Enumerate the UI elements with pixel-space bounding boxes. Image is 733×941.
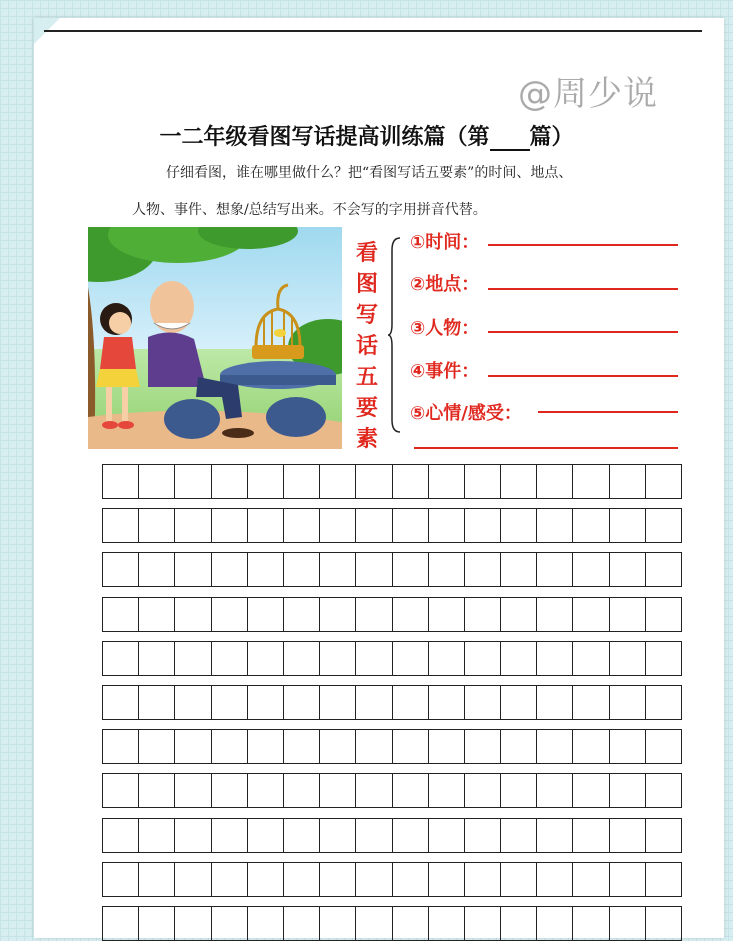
grid-cell[interactable] — [464, 819, 500, 852]
grid-cell[interactable] — [645, 863, 681, 896]
grid-cell[interactable] — [247, 465, 283, 498]
grid-cell[interactable] — [138, 774, 174, 807]
grid-cell[interactable] — [572, 863, 608, 896]
grid-cell[interactable] — [392, 598, 428, 631]
grid-cell[interactable] — [428, 774, 464, 807]
grid-cell[interactable] — [174, 774, 210, 807]
grid-cell[interactable] — [211, 863, 247, 896]
vertical-title-char: 要 — [355, 395, 378, 421]
grid-cell[interactable] — [464, 686, 500, 719]
grid-cell[interactable] — [103, 686, 138, 719]
grid-cell[interactable] — [609, 465, 645, 498]
grid-cell[interactable] — [392, 642, 428, 675]
birdcage-base — [252, 345, 304, 359]
element-item-place: ②地点： — [410, 274, 480, 295]
grid-cell[interactable] — [355, 642, 391, 675]
grid-cell[interactable] — [428, 730, 464, 763]
grid-row — [102, 818, 682, 853]
grid-cell[interactable] — [464, 553, 500, 586]
watermark: @周少说 — [518, 74, 658, 114]
grid-cell[interactable] — [645, 553, 681, 586]
grid-cell[interactable] — [138, 598, 174, 631]
vertical-title-char: 话 — [355, 333, 378, 359]
grid-cell[interactable] — [428, 863, 464, 896]
grid-cell[interactable] — [319, 819, 355, 852]
grid-cell[interactable] — [464, 465, 500, 498]
grid-cell[interactable] — [283, 642, 319, 675]
grid-cell[interactable] — [283, 730, 319, 763]
grid-row — [102, 641, 682, 676]
grid-cell[interactable] — [211, 465, 247, 498]
grid-cell[interactable] — [392, 465, 428, 498]
grid-cell[interactable] — [572, 509, 608, 542]
grid-cell[interactable] — [138, 509, 174, 542]
grid-cell[interactable] — [572, 774, 608, 807]
page-title — [0, 120, 733, 151]
element-item-time: ①时间： — [410, 232, 480, 253]
grid-cell[interactable] — [355, 863, 391, 896]
grid-cell[interactable] — [572, 553, 608, 586]
grid-cell[interactable] — [500, 774, 536, 807]
grid-cell[interactable] — [609, 509, 645, 542]
grid-cell[interactable] — [355, 819, 391, 852]
instruction-line-2: 人物、事件、想象/总结写出来。不会写的字用拼音代替。 — [132, 202, 487, 218]
grid-cell[interactable] — [211, 686, 247, 719]
grid-cell[interactable] — [174, 598, 210, 631]
grid-cell[interactable] — [174, 730, 210, 763]
grid-cell[interactable] — [211, 774, 247, 807]
grid-cell[interactable] — [500, 863, 536, 896]
grid-cell[interactable] — [609, 686, 645, 719]
grid-cell[interactable] — [572, 465, 608, 498]
grid-cell[interactable] — [609, 819, 645, 852]
grid-cell[interactable] — [174, 686, 210, 719]
grid-row — [102, 508, 682, 543]
grid-cell[interactable] — [138, 465, 174, 498]
grid-cell[interactable] — [247, 509, 283, 542]
grid-row — [102, 729, 682, 764]
girl-skirt — [96, 369, 140, 387]
grid-cell[interactable] — [645, 686, 681, 719]
grid-cell[interactable] — [103, 819, 138, 852]
grid-cell[interactable] — [138, 553, 174, 586]
stone-stool — [266, 397, 326, 437]
grid-cell[interactable] — [464, 598, 500, 631]
element-item-people: ③人物： — [410, 318, 480, 339]
grid-cell[interactable] — [211, 509, 247, 542]
grid-cell[interactable] — [536, 642, 572, 675]
grid-cell[interactable] — [500, 509, 536, 542]
grid-cell[interactable] — [138, 730, 174, 763]
grandpa-body — [148, 332, 206, 387]
grid-cell[interactable] — [103, 509, 138, 542]
grid-cell[interactable] — [500, 465, 536, 498]
grid-cell[interactable] — [609, 598, 645, 631]
grid-cell[interactable] — [464, 642, 500, 675]
grid-cell[interactable] — [428, 686, 464, 719]
grid-cell[interactable] — [392, 819, 428, 852]
event-answer-line[interactable] — [488, 375, 678, 377]
grid-cell[interactable] — [319, 774, 355, 807]
grid-cell[interactable] — [138, 863, 174, 896]
stone-stool — [164, 399, 220, 439]
grid-cell[interactable] — [174, 642, 210, 675]
brace-icon — [388, 236, 402, 434]
grid-row — [102, 773, 682, 808]
grid-cell[interactable] — [247, 819, 283, 852]
grid-cell[interactable] — [428, 819, 464, 852]
grid-cell[interactable] — [103, 598, 138, 631]
time-answer-line[interactable] — [488, 244, 678, 246]
instruction-line-1: 仔细看图，谁在哪里做什么？把“看图写话五要素”的时间、地点、 — [166, 165, 573, 181]
grid-cell[interactable] — [247, 774, 283, 807]
bird-icon — [274, 329, 286, 337]
stone-table — [220, 375, 336, 385]
grid-cell[interactable] — [392, 686, 428, 719]
grid-cell[interactable] — [355, 730, 391, 763]
grid-row — [102, 862, 682, 897]
element-item-feeling: ⑤心情/感受： — [410, 403, 522, 424]
grid-cell[interactable] — [283, 863, 319, 896]
grid-cell[interactable] — [319, 730, 355, 763]
grid-cell[interactable] — [392, 553, 428, 586]
grid-cell[interactable] — [103, 465, 138, 498]
grid-cell[interactable] — [174, 819, 210, 852]
grid-cell[interactable] — [283, 819, 319, 852]
grid-cell[interactable] — [464, 730, 500, 763]
five-elements-vertical-title — [354, 238, 380, 455]
grid-cell[interactable] — [211, 819, 247, 852]
grid-cell[interactable] — [572, 730, 608, 763]
grid-cell[interactable] — [609, 774, 645, 807]
title-prefix: 一二年级看图写话提高训练篇（第 — [159, 124, 490, 150]
grid-row — [102, 464, 682, 499]
grid-cell[interactable] — [283, 553, 319, 586]
grid-cell[interactable] — [319, 863, 355, 896]
grid-cell[interactable] — [464, 774, 500, 807]
grid-cell[interactable] — [645, 509, 681, 542]
grid-cell[interactable] — [355, 465, 391, 498]
grid-cell[interactable] — [247, 553, 283, 586]
feeling-answer-line[interactable] — [538, 411, 678, 413]
grid-cell[interactable] — [174, 553, 210, 586]
grid-cell[interactable] — [500, 553, 536, 586]
grid-cell[interactable] — [645, 774, 681, 807]
grid-cell[interactable] — [500, 819, 536, 852]
grid-cell[interactable] — [355, 509, 391, 542]
grid-cell[interactable] — [428, 598, 464, 631]
grid-cell[interactable] — [283, 686, 319, 719]
grid-cell[interactable] — [355, 774, 391, 807]
grid-cell[interactable] — [103, 553, 138, 586]
grid-cell[interactable] — [536, 598, 572, 631]
grid-cell[interactable] — [392, 863, 428, 896]
scene-illustration-svg — [88, 227, 342, 449]
grid-cell[interactable] — [211, 553, 247, 586]
grid-cell[interactable] — [138, 686, 174, 719]
grid-cell[interactable] — [536, 819, 572, 852]
grid-cell[interactable] — [464, 509, 500, 542]
vertical-title-char: 素 — [355, 426, 378, 452]
grid-cell[interactable] — [103, 774, 138, 807]
grid-cell[interactable] — [536, 863, 572, 896]
grid-cell[interactable] — [645, 642, 681, 675]
grid-cell[interactable] — [572, 642, 608, 675]
grid-cell[interactable] — [572, 819, 608, 852]
grid-cell[interactable] — [138, 819, 174, 852]
grid-cell[interactable] — [464, 863, 500, 896]
grid-cell[interactable] — [247, 686, 283, 719]
grid-cell[interactable] — [103, 730, 138, 763]
grid-cell[interactable] — [283, 598, 319, 631]
header-rule — [44, 30, 702, 32]
grid-cell[interactable] — [609, 863, 645, 896]
grid-cell[interactable] — [428, 553, 464, 586]
grid-cell[interactable] — [103, 642, 138, 675]
grid-cell[interactable] — [138, 642, 174, 675]
grid-cell[interactable] — [174, 465, 210, 498]
grid-cell[interactable] — [211, 730, 247, 763]
grid-cell[interactable] — [319, 686, 355, 719]
grid-cell[interactable] — [174, 863, 210, 896]
grid-cell[interactable] — [319, 598, 355, 631]
people-answer-line[interactable] — [488, 331, 678, 333]
grid-cell[interactable] — [283, 774, 319, 807]
vertical-title-char: 看 — [355, 240, 378, 266]
place-answer-line[interactable] — [488, 288, 678, 290]
grid-cell[interactable] — [392, 774, 428, 807]
grid-cell[interactable] — [645, 598, 681, 631]
grid-cell[interactable] — [500, 598, 536, 631]
grid-cell[interactable] — [536, 553, 572, 586]
grid-cell[interactable] — [536, 774, 572, 807]
grid-row — [102, 552, 682, 587]
grid-cell[interactable] — [355, 553, 391, 586]
grid-cell[interactable] — [428, 465, 464, 498]
grid-cell[interactable] — [609, 730, 645, 763]
grid-cell[interactable] — [428, 509, 464, 542]
vertical-title-char: 图 — [355, 271, 378, 297]
title-number-blank[interactable] — [490, 129, 530, 151]
grid-cell[interactable] — [247, 730, 283, 763]
grid-cell[interactable] — [247, 598, 283, 631]
grid-cell[interactable] — [355, 686, 391, 719]
grid-cell[interactable] — [319, 642, 355, 675]
grid-cell[interactable] — [103, 863, 138, 896]
grid-cell[interactable] — [609, 642, 645, 675]
grid-cell[interactable] — [428, 642, 464, 675]
scene-illustration — [88, 227, 342, 449]
vertical-title-char: 写 — [355, 302, 378, 328]
grid-cell[interactable] — [536, 509, 572, 542]
vertical-title-char: 五 — [355, 364, 378, 390]
grid-cell[interactable] — [500, 642, 536, 675]
grid-cell[interactable] — [319, 509, 355, 542]
grid-cell[interactable] — [283, 465, 319, 498]
grid-cell[interactable] — [500, 686, 536, 719]
grid-cell[interactable] — [283, 509, 319, 542]
girl-shirt — [100, 337, 136, 369]
grid-cell[interactable] — [500, 730, 536, 763]
grid-cell[interactable] — [247, 642, 283, 675]
grid-cell[interactable] — [572, 598, 608, 631]
title-suffix: 篇） — [529, 124, 574, 150]
grid-cell[interactable] — [645, 465, 681, 498]
grid-cell[interactable] — [319, 465, 355, 498]
element-item-event: ④事件： — [410, 361, 480, 382]
grid-cell[interactable] — [609, 553, 645, 586]
grid-row — [102, 597, 682, 632]
grid-cell[interactable] — [319, 553, 355, 586]
grid-cell[interactable] — [645, 730, 681, 763]
grid-cell[interactable] — [211, 598, 247, 631]
grid-cell[interactable] — [536, 686, 572, 719]
grid-cell[interactable] — [572, 686, 608, 719]
grid-row — [102, 685, 682, 720]
grid-cell[interactable] — [536, 465, 572, 498]
grid-cell[interactable] — [355, 598, 391, 631]
grid-cell[interactable] — [536, 730, 572, 763]
grid-cell[interactable] — [211, 642, 247, 675]
grid-cell[interactable] — [247, 863, 283, 896]
grid-cell[interactable] — [392, 509, 428, 542]
grid-cell[interactable] — [392, 730, 428, 763]
grid-cell[interactable] — [645, 819, 681, 852]
feeling-answer-line-2[interactable] — [414, 447, 678, 449]
grid-cell[interactable] — [174, 509, 210, 542]
